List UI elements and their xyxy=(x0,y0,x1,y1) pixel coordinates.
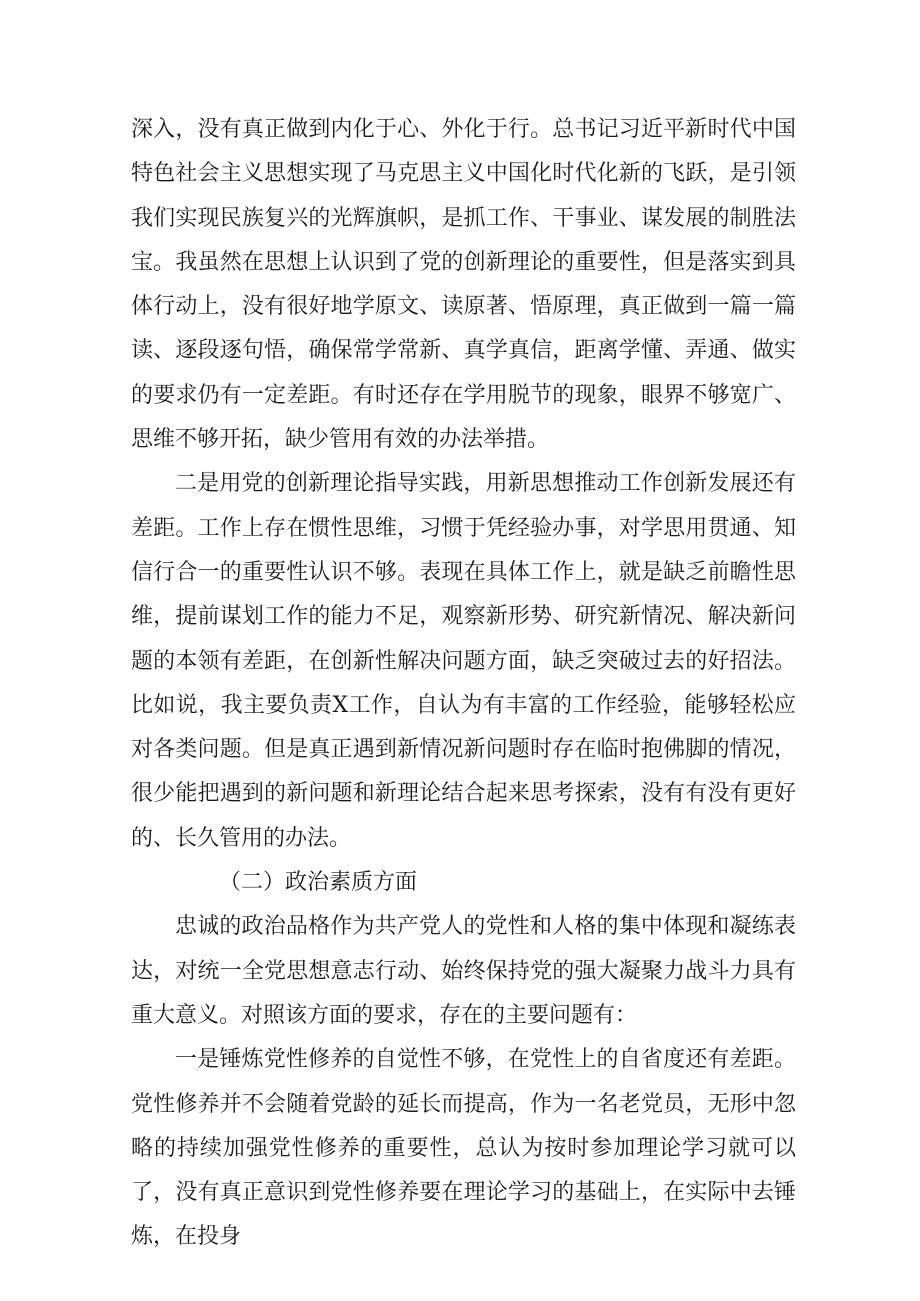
paragraph-political-loyalty: 忠诚的政治品格作为共产党人的党性和人格的集中体现和凝练表达，对统一全党思想意志行动、始终保持党的强大凝聚力战斗力具有重大意义。对照该方面的要求，存在的主要问题有： xyxy=(131,914,796,1028)
paragraph-continuation: 深入，没有真正做到内化于心、外化于行。总书记习近平新时代中国特色社会主义思想实现了马克思主义中国化时代化新的飞跃，是引领我们实现民族复兴的光辉旗帜，是抓工作、干事业、谋发展的制胜法宝。我虽然在思想上认识到了党的创新理论的重要性，但是落实到具体行动上，没有很好地学原文、读原著、悟原理，真正做到一篇一篇读、逐段逐句悟，确保常学常新、真学真信，距离学懂、弄通、做实的要求仍有一定差距。有时还存在学用脱节的现象，眼界不够宽广、思维不够开拓，缺少管用有效的办法举措。 xyxy=(131,117,796,453)
section-heading-political-quality: （二）政治素质方面 xyxy=(219,870,418,896)
document-body xyxy=(131,108,796,1260)
paragraph-party-spirit: 一是锤炼党性修养的自觉性不够，在党性上的自省度还有差距。党性修养并不会随着党龄的延长而提高，作为一名老党员，无形中忽略的持续加强党性修养的重要性，总认为按时参加理论学习就可以了，没有真正意识到党性修养要在理论学习的基础上，在实际中去锤炼，在投身 xyxy=(131,1047,796,1250)
paragraph-practice-gap: 二是用党的创新理论指导实践，用新思想推动工作创新发展还有差距。工作上存在惯性思维，习惯于凭经验办事，对学思用贯通、知信行合一的重要性认识不够。表现在具体工作上，就是缺乏前瞻性思维，提前谋划工作的能力不足，观察新形势、研究新情况、解决新问题的本领有差距，在创新性解决问题方面，缺乏突破过去的好招法。比如说，我主要负责X工作，自认为有丰富的工作经验，能够轻松应对各类问题。但是真正遇到新情况新问题时存在临时抱佛脚的情况，很少能把遇到的新问题和新理论结合起来思考探索，没有有没有更好的、长久管用的办法。 xyxy=(131,471,796,851)
